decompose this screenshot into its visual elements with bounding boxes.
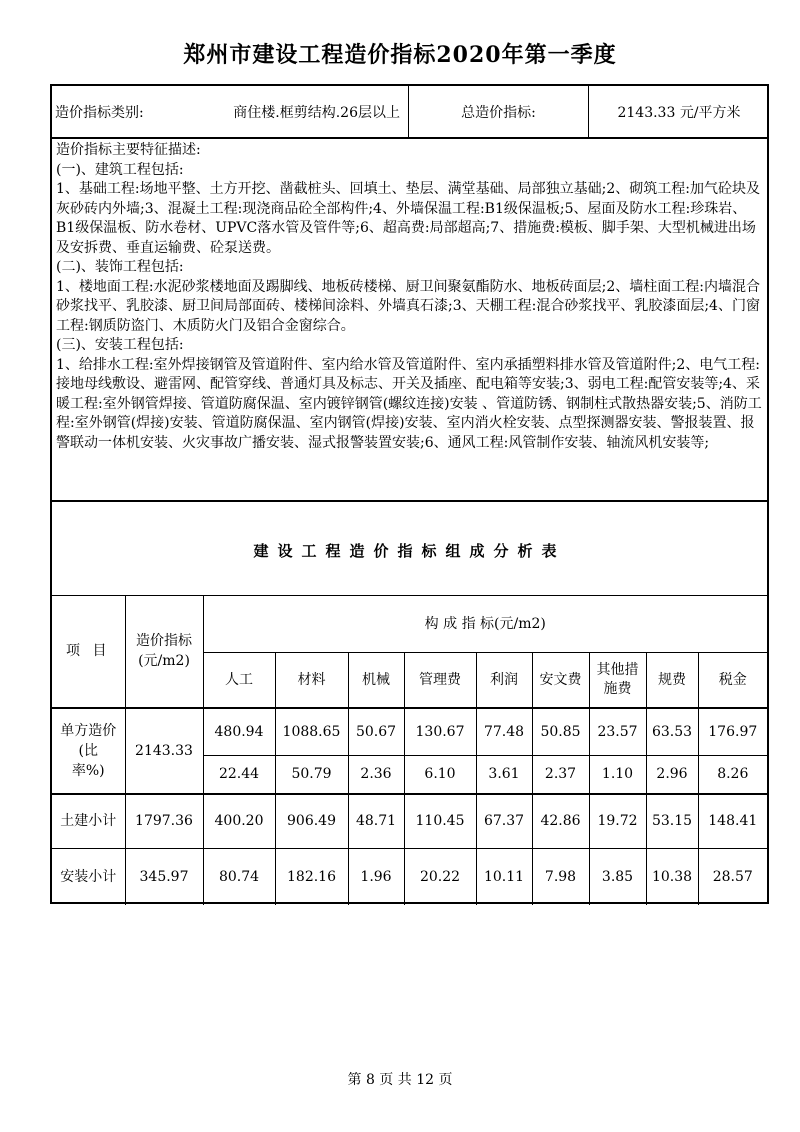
install-value: 20.22 [404,849,476,905]
unit-price-value: 77.48 [476,708,532,756]
civil-subtotal-row [52,794,767,849]
page-footer: 第 8 页 共 12 页 [347,1072,453,1088]
feature-description [50,137,769,502]
desc-section-3-title: (三)、安装工程包括: [56,337,184,353]
install-value: 10.38 [646,849,698,905]
total-label: 总造价指标: [461,104,536,121]
unit-price-ratio: 2.36 [348,756,404,794]
column-header: 税金 [698,653,767,708]
column-header: 利润 [476,653,532,708]
install-value: 182.16 [275,849,348,905]
column-header: 人工 [203,653,275,708]
desc-section-3-text: 1、给排水工程:室外焊接钢管及管道附件、室内给水管及管道附件、室内承插塑料排水管及管道附件;2、电气工程:接地母线敷设、避雷网、配管穿线、普通灯具及标志、开关及插座、配电箱等安装;3、弱电工程:配管安装等;4、采暖工程:室外钢管焊接、管道防腐保温、室内镀锌钢管(螺纹连接)安装 、管道防锈、钢制柱式散热器安装;5、消防工程:室外钢管(焊接)安装、管道防腐保温、室内钢管(焊接)安装、室内消火栓安装、点型探测器安装、警报装置、报警联动一体机安装、火灾事故广播安装、湿式报警装置安装;6、通风工程:风管制作安装、轴流风机安装等; [56,356,762,451]
unit-price-index: 2143.33 [125,708,203,794]
column-header: 材料 [275,653,348,708]
civil-label: 土建小计 [52,794,125,849]
desc-section-1-title: (一)、建筑工程包括: [56,161,184,178]
header-index-line1: 造价指标 [136,633,192,650]
unit-price-value: 50.67 [348,708,404,756]
column-header: 机械 [348,653,404,708]
column-header: 安文费 [532,653,589,708]
install-value: 10.11 [476,849,532,905]
install-subtotal-row [52,849,767,905]
unit-price-ratio: 2.37 [532,756,589,794]
desc-section-1-text: 1、基础工程:场地平整、土方开挖、凿截桩头、回填土、垫层、满堂基础、局部独立基础;2、砌筑工程:加气砼块及灰砂砖内外墙;3、混凝土工程:现浇商品砼全部构件;4、外墙保温工程:B1级保温板;5、屋面及防水工程:珍珠岩、B1级保温板、防水卷材、UPVC落水管及管件等;6、超高费:局部超高;7、措施费:模板、脚手架、大型机械进出场及安拆费、垂直运输费、砼泵送费。 [56,181,760,256]
column-header: 其他措 施费 [589,653,646,708]
unit-price-ratio: 2.96 [646,756,698,794]
header-composition: 构 成 指 标(元/m2) [203,596,767,653]
civil-value: 42.86 [532,794,589,849]
unit-price-value: 176.97 [698,708,767,756]
unit-price-value: 63.53 [646,708,698,756]
analysis-title: 建设工程造价指标组成分析表 [253,542,566,560]
install-value: 7.98 [532,849,589,905]
desc-heading: 造价指标主要特征描述: [56,142,201,158]
header-item: 项 目 [52,596,125,708]
install-value: 28.57 [698,849,767,905]
header-index [125,596,203,708]
install-index: 345.97 [125,849,203,905]
total-value: 2143.33 元/平方米 [617,104,741,121]
desc-section-2-text: 1、楼地面工程:水泥砂浆楼地面及踢脚线、地板砖楼梯、厨卫间聚氨酯防水、地板砖面层;2、墙柱面工程:内墙混合砂浆找平、乳胶漆、厨卫间局部面砖、楼梯间涂料、外墙真石漆;3、天棚工程:混合砂浆找平、乳胶漆面层;4、门窗工程:钢质防盗门、木质防火门及铝合金窗综合。 [56,278,760,334]
civil-value: 148.41 [698,794,767,849]
category-value: 商住楼.框剪结构.26层以上 [233,104,400,121]
civil-value: 67.37 [476,794,532,849]
civil-value: 48.71 [348,794,404,849]
install-label: 安装小计 [52,849,125,905]
civil-value: 110.45 [404,794,476,849]
civil-index: 1797.36 [125,794,203,849]
civil-value: 906.49 [275,794,348,849]
civil-value: 53.15 [646,794,698,849]
civil-value: 19.72 [589,794,646,849]
unit-price-ratio: 1.10 [589,756,646,794]
unit-price-ratio: 8.26 [698,756,767,794]
unit-price-ratio: 50.79 [275,756,348,794]
column-header: 规费 [646,653,698,708]
analysis-table [52,595,767,905]
unit-price-value: 480.94 [203,708,275,756]
unit-price-label: 单方造价 (比 率%) [52,708,125,794]
unit-price-ratio: 6.10 [404,756,476,794]
unit-price-ratio: 3.61 [476,756,532,794]
header-index-line2: (元/m2) [138,653,190,670]
page-title: 郑州市建设工程造价指标2020年第一季度 [183,42,617,68]
info-row [50,84,769,139]
unit-price-value: 130.67 [404,708,476,756]
civil-value: 400.20 [203,794,275,849]
column-header: 管理费 [404,653,476,708]
analysis-section [50,500,769,904]
install-value: 1.96 [348,849,404,905]
unit-price-row [52,708,767,756]
install-value: 3.85 [589,849,646,905]
desc-section-2-title: (二)、装饰工程包括: [56,259,184,275]
install-value: 80.74 [203,849,275,905]
unit-price-ratio: 22.44 [203,756,275,794]
unit-price-value: 1088.65 [275,708,348,756]
category-label: 造价指标类别: [55,104,144,121]
unit-price-value: 50.85 [532,708,589,756]
unit-price-value: 23.57 [589,708,646,756]
